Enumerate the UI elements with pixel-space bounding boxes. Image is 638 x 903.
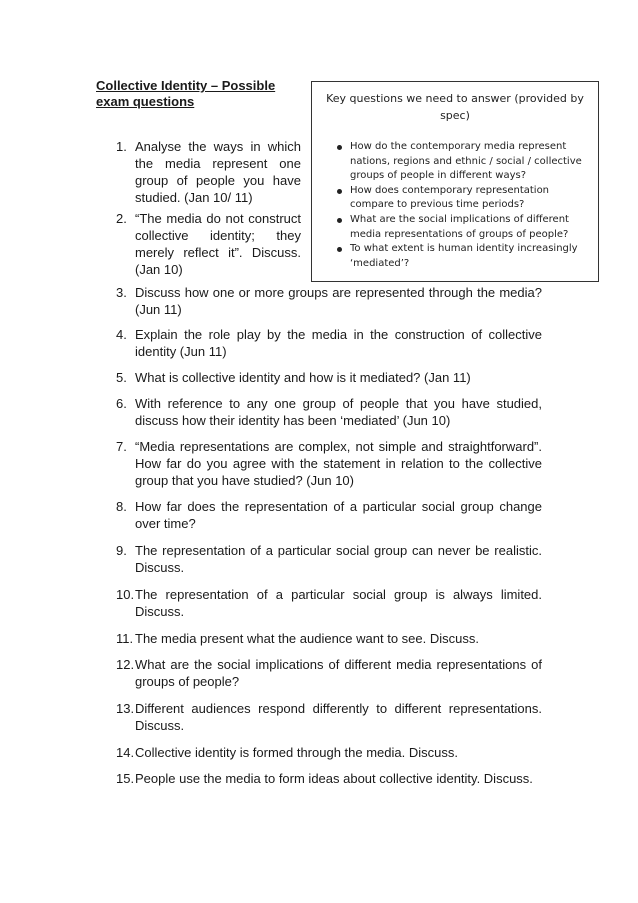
key-question-item: How does contemporary representation compare to previous time periods? xyxy=(350,184,598,213)
question-text: The representation of a particular social group is always limited. Discuss. xyxy=(135,587,542,619)
question-item xyxy=(116,630,542,647)
page-title: Collective Identity – Possible exam questions xyxy=(96,78,276,109)
question-text: Analyse the ways in which the media represent one group of people you have studied. (Jan 10/ 11) xyxy=(135,139,301,205)
question-number: 10. xyxy=(116,587,135,602)
key-question-item: What are the social implications of different media representations of groups of people? xyxy=(350,213,598,242)
question-item xyxy=(116,438,542,489)
key-questions-list xyxy=(312,140,598,271)
question-item xyxy=(116,770,542,787)
question-item xyxy=(116,284,542,318)
question-number: 9. xyxy=(116,543,127,558)
question-number: 11. xyxy=(116,631,134,646)
question-item xyxy=(116,542,542,576)
key-questions-title: Key questions we need to answer (provided by spec) xyxy=(326,92,584,122)
question-number: 1. xyxy=(116,139,127,154)
question-number: 12. xyxy=(116,657,135,672)
question-item xyxy=(116,326,542,360)
question-number: 7. xyxy=(116,439,127,454)
question-item xyxy=(116,498,542,532)
question-text: “The media do not construct collective identity; they merely reflect it”. Discuss. (Jan 10) xyxy=(135,211,301,277)
question-text: The representation of a particular social group can never be realistic. Discuss. xyxy=(135,543,542,575)
question-number: 8. xyxy=(116,499,127,514)
question-number: 3. xyxy=(116,285,127,300)
question-text: Different audiences respond differently to different representations. Discuss. xyxy=(135,701,542,733)
question-item xyxy=(116,700,542,734)
question-text: Explain the role play by the media in the construction of collective identity (Jun 11) xyxy=(135,327,542,359)
question-number: 15. xyxy=(116,771,135,786)
question-text: The media present what the audience want to see. Discuss. xyxy=(135,631,479,646)
question-item xyxy=(116,138,301,206)
key-question-item: How do the contemporary media represent nations, regions and ethnic / social / collective groups of people in different ways? xyxy=(350,140,598,184)
question-item xyxy=(116,744,542,761)
question-text: “Media representations are complex, not simple and straightforward”. How far do you agree with the statement in relation to the collective group that you have studied? (Jun 10) xyxy=(135,439,542,488)
question-item xyxy=(116,369,542,386)
question-text: What are the social implications of different media representations of groups of people? xyxy=(135,657,542,689)
question-text: Collective identity is formed through the media. Discuss. xyxy=(135,745,458,760)
question-item xyxy=(116,395,542,429)
question-number: 2. xyxy=(116,211,127,226)
question-text: People use the media to form ideas about collective identity. Discuss. xyxy=(135,771,533,786)
question-number: 6. xyxy=(116,396,127,411)
question-text: With reference to any one group of people that you have studied, discuss how their identity has been ‘mediated’ (Jun 10) xyxy=(135,396,542,428)
question-item xyxy=(116,656,542,690)
key-questions-box xyxy=(311,81,599,282)
question-number: 5. xyxy=(116,370,127,385)
question-text: What is collective identity and how is it mediated? (Jan 11) xyxy=(135,370,471,385)
question-text: Discuss how one or more groups are represented through the media? (Jun 11) xyxy=(135,285,542,317)
question-item xyxy=(116,586,542,620)
question-number: 4. xyxy=(116,327,127,342)
question-item xyxy=(116,210,301,278)
key-question-item: To what extent is human identity increasingly ‘mediated’? xyxy=(350,242,598,271)
question-number: 13. xyxy=(116,701,135,716)
question-number: 14. xyxy=(116,745,135,760)
question-text: How far does the representation of a particular social group change over time? xyxy=(135,499,542,531)
